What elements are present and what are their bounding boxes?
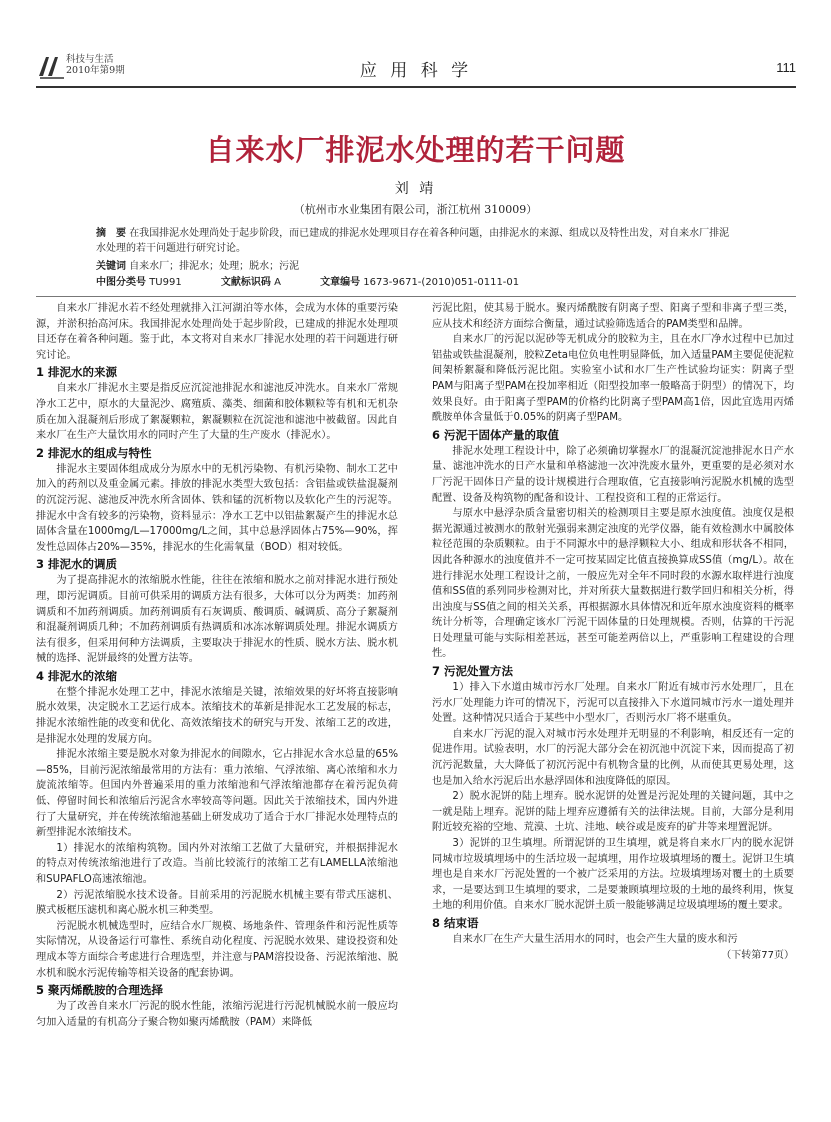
section-heading: 5 聚丙烯酰胺的合理选择 — [36, 983, 164, 998]
paragraph: 污泥脱水机械选型时，应结合水厂规模、场地条件、管理条件和污泥性质等实际情况，从设备运行可靠性、系统自动化程度、污泥脱水效果、建设投资和处理成本等方面综合考虑进行合理选型，并注意与PAM溶投设备、污泥浓缩池、脱水机和脱水污泥传输等相关设备的配套协调。 — [36, 920, 398, 979]
journal-issue: 2010年第9期 — [66, 65, 125, 76]
paragraph: 1）排泥水的浓缩构筑物。国内外对浓缩工艺做了大量研究，并根据排泥水的特点对传统浓缩池进行了改造。当前比较流行的浓缩工艺有LAMELLA浓缩池和SUPAFLO高速浓缩池。 — [36, 842, 398, 885]
paragraph: 1）排入下水道由城市污水厂处理。自来水厂附近有城市污水处理厂，且在污水厂处理能力许可的情况下，污泥可以直接排入下水道同城市污水一道处理并处置。这种情况只适合于某些中小型水厂，否则污水厂将不堪重负。 — [432, 682, 794, 725]
header-rule — [36, 86, 796, 88]
paragraph: 自来水厂排泥水主要是指反应沉淀池排泥水和滤池反冲洗水。自来水厂常规净水工艺中，原水的大量泥沙、腐殖质、藻类、细菌和胶体颗粒等有机和无机杂质在加入混凝剂后形成了絮凝颗粒，絮凝颗粒在沉淀池和滤池中被截留。因此自来水厂在生产大量饮用水的同时产生了大量的生产废水（排泥水）。 — [36, 383, 398, 442]
section-heading: 7 污泥处置方法 — [432, 664, 514, 679]
article-no-label: 文章编号 — [320, 277, 361, 288]
page-header — [36, 50, 796, 86]
clc-value: TU991 — [149, 277, 182, 288]
keywords — [96, 259, 736, 274]
section-heading: 1 排泥水的来源 — [36, 365, 118, 380]
paragraph: 3）泥饼的卫生填埋。所谓泥饼的卫生填埋，就是将自来水厂内的脱水泥饼同城市垃圾填埋场中的生活垃圾一起填埋，用作垃圾填埋场的覆土。泥饼卫生填埋也是自来水厂污泥处置的一个被广泛采用的方法。垃圾填埋场对覆土的土质要求，一是要达到卫生填埋的要求，二是要兼顾填埋垃圾的土地的最终利用，恢复土地的利用价值。自来水厂脱水泥饼土质一般能够满足垃圾填埋场的覆土要求。 — [432, 838, 794, 912]
abstract-text: 在我国排泥水处理尚处于起步阶段，而已建成的排泥水处理项目存在着各种问题，由排泥水的来源、组成以及特性出发，对自来水厂排泥水处理的若干问题进行研究讨论。 — [96, 228, 730, 254]
article-no-value: 1673-9671-(2010)051-0111-01 — [363, 277, 520, 288]
doc-code-label: 文献标识码 — [220, 277, 271, 288]
paragraph: 与原水中悬浮杂质含量密切相关的检测项目主要是原水浊度值。浊度仅是根据光源通过被测水的散射光强弱来测定浊度的光学仪器，能有效检测水中属胶体粒径范围的杂质颗粒。由于不同源水中的悬浮颗粒大小、组成和形状各不相同，因此各种源水的浊度值并不一定可按某固定比值直接换算成SS值（mg/L）。故在进行排泥水处理工程设计之前，一般应先对全年不同时段的水源水取样进行浊度值和SS值的系列同步检测对比，并对所获大量数据进行数学回归和相关分析，得出浊度与SS值之间的相关关系，再根据源水具体情况和近年原水浊度资料的概率统计分析等，合理确定该水厂污泥干固体量的日处理规模。否则，估算的干污泥日处理量可能与实际相差甚远，甚至可能差两倍以上，严重影响工程建设的合理性。 — [432, 508, 794, 660]
paragraph: 排泥水主要固体组成成分为原水中的无机污染物、有机污染物、制水工艺中加入的药剂以及重金属元素。排放的排泥水类型大致包括：含铝盐或铁盐混凝剂的沉淀污泥、滤池反冲洗水所含固体、铁和锰的沉析物以及软化产生的污泥等。排泥水中含有较多的污染物，资料显示：净水工艺中以铝盐絮凝产生的排泥水总固体含量在1000mg/L—17000mg/L之间，其中总悬浮固体占75%—90%，挥发性总固体占20%—35%，排泥水的生化需氧量（BOD）相对较低。 — [36, 463, 398, 553]
paper-title: 自来水厂排泥水处理的若干问题 — [205, 133, 626, 167]
paragraph: 2）脱水泥饼的陆上埋弃。脱水泥饼的处置是污泥处理的关键问题，其中之一就是陆上埋弃。泥饼的陆上埋弃应遵循有关的法律法规。目前，大部分是利用附近较充裕的空地、荒漠、土坑、洼地、峡谷或是废弃的矿井等来埋置泥饼。 — [432, 791, 794, 834]
paragraph: 自来水厂的污泥以泥砂等无机成分的胶粒为主，且在水厂净水过程中已加过铝盐或铁盐混凝剂，胶粒Zeta电位负电性明显降低，加入适量PAM主要促使泥粒间架桥絮凝和降低污泥比阻。实验室小试和水厂生产性试验均证实：阴离子型PAM与阳离子型PAM在投加率相近（阳型投加率一般略高于阴型）的情况下，均效果良好。由于阳离子型PAM的价格约比阴离子型PAM高1倍，因此宜选用丙烯酰胺单体含量低于0.05%的阴离子型PAM。 — [432, 334, 794, 424]
clc-label: 中图分类号 — [96, 277, 146, 288]
section-heading: 8 结束语 — [432, 915, 479, 930]
paragraph: 在整个排泥水处理工艺中，排泥水浓缩是关键，浓缩效果的好坏将直接影响脱水效果，决定脱水工艺运行成本。浓缩技术的革新是排泥水工艺发展的标志，排泥水浓缩性能的改变和优化、高效浓缩技术的研究与开发、浓缩工艺的改进，是排泥水处理的发展方向。 — [36, 686, 398, 745]
paper-affiliation: （杭州市水业集团有限公司，浙江杭州 310009） — [293, 203, 538, 216]
paragraph: 自来水厂污泥的混入对城市污水处理并无明显的不利影响，相反还有一定的促进作用。试验表明，水厂的污泥大部分会在初沉池中沉淀下来，因而提高了初沉污泥数量，大大降低了初沉污泥中有机物含量的比例，从而使其更易处理，这也是加入给水污泥后出水悬浮固体和浊度降低的原因。 — [432, 728, 794, 787]
right-column — [432, 301, 794, 963]
paragraph: 排泥水浓缩主要是脱水对象为排泥水的间隙水，它占排泥水含水总量的65%—85%，目前污泥浓缩最常用的方法有：重力浓缩、气浮浓缩、离心浓缩和水力旋流浓缩等。但国内外普遍采用的重力浓缩池和气浮浓缩池都存在着污泥负荷低、停留时间长和浓缩后污泥含水率较高等问题。因此关于浓缩技术，国内外进行了大量研究，并在传统浓缩池基础上研发成功了适合于水厂排泥水处理特点的新型排泥水浓缩技术。 — [36, 749, 398, 839]
keywords-text: 自来水厂；排泥水；处理；脱水；污泥 — [129, 261, 300, 272]
paragraph: 为了改善自来水厂污泥的脱水性能，浓缩污泥进行污泥机械脱水前一般应均匀加入适量的有机高分子聚合物如聚丙烯酰胺（PAM）来降低 — [36, 1001, 398, 1028]
section-heading: 2 排泥水的组成与特性 — [36, 445, 152, 460]
section-heading: 4 排泥水的浓缩 — [36, 668, 118, 683]
left-column — [36, 301, 398, 1030]
paragraph: 2）污泥浓缩脱水技术设备。目前采用的污泥脱水机械主要有带式压滤机、膜式板框压滤机和离心脱水机三种类型。 — [36, 889, 398, 917]
section-heading: 3 排泥水的调质 — [36, 557, 118, 572]
keywords-label: 关键词 — [96, 261, 126, 272]
section-heading: 6 污泥干固体产量的取值 — [432, 427, 560, 442]
abstract-label: 摘 要 — [96, 228, 126, 239]
section-name: 应 用 科 学 — [359, 61, 473, 81]
doc-code-value: A — [274, 277, 281, 288]
paragraph: 为了提高排泥水的浓缩脱水性能，往往在浓缩和脱水之前对排泥水进行预处理，即污泥调质。目前可供采用的调质方法有很多，大体可以分为两类：加药剂调质和不加药剂调质。加药剂调质有石灰调质、酸调质、碱调质、高分子絮凝剂和混凝剂调质几种；不加药剂调质有热调质和冰冻冰解调质处理。排泥水调质方法有很多，但采用何种方法调质，主要取决于排泥水的性质、脱水方法、脱水机械的选择、泥饼最终的处置方法等。 — [36, 575, 398, 665]
page-number: 111 — [776, 60, 796, 75]
abstract-divider — [36, 296, 796, 297]
abstract — [96, 226, 736, 256]
paragraph: 污泥比阻，使其易于脱水。聚丙烯酰胺有阴离子型、阳离子型和非离子型三类，应从技术和经济方面综合衡量，通过试验筛选适合的PAM类型和品牌。 — [432, 303, 794, 330]
classification-line — [96, 275, 736, 290]
journal-name: 科技与生活 — [66, 54, 114, 65]
paragraph: 自来水厂在生产大量生活用水的同时，也会产生大量的废水和污 — [452, 933, 738, 945]
paragraph: 排泥水处理工程设计中，除了必须确切掌握水厂的混凝沉淀池排泥水日产水量、滤池冲洗水的日产水量和单格滤池一次冲洗废水量外，更重要的是必须对水厂污泥干固体日产量的设计规模进行合理取值，它直接影响污泥脱水机械的选型配置、设备及构筑物的配备和设计、工程投资和工程的正常运行。 — [432, 445, 794, 504]
continued-note: （下转第77页） — [721, 949, 794, 961]
paragraph: 自来水厂排泥水若不经处理就排入江河湖泊等水体，会成为水体的重要污染源，并淤积抬高河床。我国排泥水处理尚处于起步阶段，已建成的排泥水处理项目还存在着各种问题。鉴于此，本文将对自来水厂排泥水处理的若干问题进行研究讨论。 — [36, 303, 398, 361]
paper-author: 刘 靖 — [394, 181, 437, 197]
